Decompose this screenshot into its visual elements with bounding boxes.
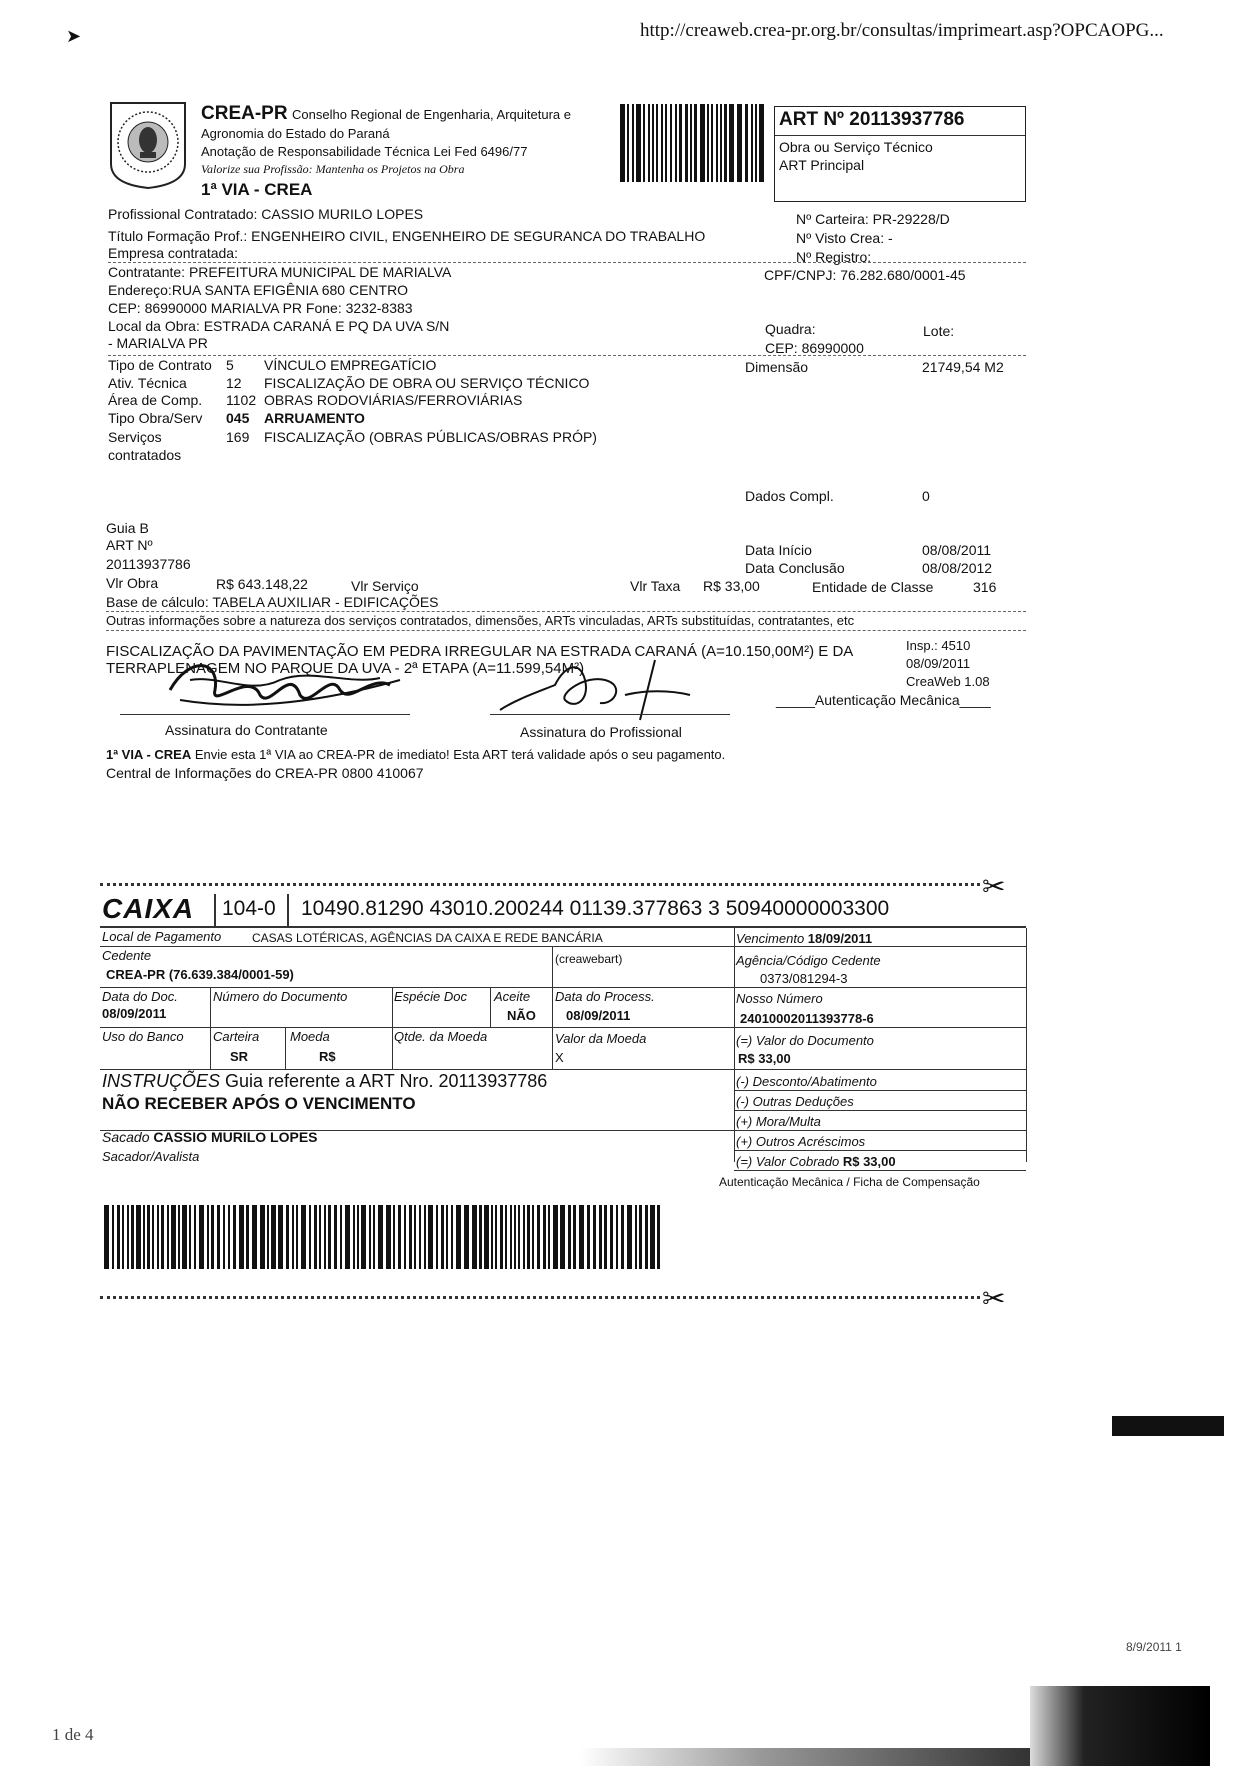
vlr-taxa-value: R$ 33,00 <box>703 578 760 594</box>
contratante-endereco: Endereço:RUA SANTA EFIGÊNIA 680 CENTRO <box>108 282 409 298</box>
agencia-value: 0373/081294-3 <box>760 971 848 986</box>
outras-line2: TERRAPLENAGEM NO PARQUE DA UVA - 2ª ETAPA (A=11.599,54M²) <box>106 660 585 677</box>
outros-acrescimos-label: (+) Outros Acréscimos <box>736 1134 866 1149</box>
autenticacao-mecanica-top: _____Autenticação Mecânica____ <box>776 692 991 708</box>
creaweb-version: CreaWeb 1.08 <box>906 674 990 689</box>
outras-deducoes-label: (-) Outras Deduções <box>736 1094 854 1109</box>
detail-label: Ativ. Técnica <box>108 375 187 391</box>
detail-label: Tipo Obra/Serv <box>108 410 203 426</box>
detail-code: 169 <box>226 429 250 445</box>
dimensao-value: 21749,54 M2 <box>922 359 1004 375</box>
insp-number: Insp.: 4510 <box>906 638 971 653</box>
detail-desc: ARRUAMENTO <box>264 410 365 426</box>
professional-title: Título Formação Prof.: ENGENHEIRO CIVIL, ENGENHEIRO DE SEGURANCA DO TRABALHO <box>108 228 706 244</box>
detail-desc: FISCALIZAÇÃO (OBRAS PÚBLICAS/OBRAS PRÓP) <box>264 429 597 445</box>
aceite-value: NÃO <box>507 1008 536 1023</box>
caixa-logo: CAIXA <box>102 893 195 924</box>
detail-label: Tipo de Contrato <box>108 357 212 373</box>
header-law: Anotação de Responsabilidade Técnica Lei Fed 6496/77 <box>201 144 528 159</box>
art-no-value: 20113937786 <box>106 556 191 572</box>
detail-label: Serviços <box>108 429 162 445</box>
data-process-value: 08/09/2011 <box>566 1008 631 1023</box>
scissors-icon: ✂ <box>982 871 1006 902</box>
art-no-label: ART Nº <box>106 537 153 553</box>
scissors-icon-bottom: ✂ <box>982 1283 1006 1314</box>
detail-desc: FISCALIZAÇÃO DE OBRA OU SERVIÇO TÉCNICO <box>264 375 590 391</box>
crea-seal-logo <box>108 100 188 190</box>
nosso-numero-value: 24010002011393778-6 <box>740 1011 874 1026</box>
detail-code: 12 <box>226 375 242 391</box>
bank-code: 104-0 <box>222 897 276 920</box>
data-doc-label: Data do Doc. <box>102 989 178 1004</box>
contratante-cpf: CPF/CNPJ: 76.282.680/0001-45 <box>764 267 966 283</box>
outras-line1: FISCALIZAÇÃO DA PAVIMENTAÇÃO EM PEDRA IRREGULAR NA ESTRADA CARANÁ (A=10.150,00M²) E DA <box>106 643 854 660</box>
vlr-obra-value: R$ 643.148,22 <box>216 576 308 592</box>
vlr-taxa-label: Vlr Taxa <box>630 578 681 594</box>
vencimento: Vencimento 18/09/2011 <box>736 931 873 946</box>
central-info: Central de Informações do CREA-PR 0800 410067 <box>106 765 424 781</box>
data-conclusao-value: 08/08/2012 <box>922 560 993 576</box>
scan-artifact-edge <box>580 1748 1030 1766</box>
page-stamp: 8/9/2011 1 <box>1126 1640 1182 1654</box>
cep-obra: CEP: 86990000 <box>765 340 864 356</box>
detail-code: 1102 <box>226 392 257 408</box>
contratante: Contratante: PREFEITURA MUNICIPAL DE MARIALVA <box>108 264 452 280</box>
data-doc-value: 08/09/2011 <box>102 1006 167 1021</box>
data-inicio-label: Data Início <box>745 542 812 558</box>
carteira-number: Nº Carteira: PR-29228/D <box>796 211 950 227</box>
nao-receber: NÃO RECEBER APÓS O VENCIMENTO <box>102 1094 416 1113</box>
entidade-value: 316 <box>973 579 997 595</box>
vlr-obra-label: Vlr Obra <box>106 575 159 591</box>
art-type-line2: ART Principal <box>779 157 865 173</box>
local-pagamento-label: Local de Pagamento <box>102 929 222 944</box>
nosso-numero-label: Nosso Número <box>736 991 823 1006</box>
header-org: CREA-PR Conselho Regional de Engenharia, Arquitetura e <box>201 103 571 124</box>
guia-b: Guia B <box>106 520 149 536</box>
art-number-box <box>774 106 1026 202</box>
valor-moeda-label: Valor da Moeda <box>555 1031 647 1046</box>
contratante-signature <box>160 650 410 720</box>
data-process-label: Data do Process. <box>555 989 655 1004</box>
detail-code: 045 <box>226 410 250 426</box>
insp-date: 08/09/2011 <box>906 656 971 671</box>
valor-documento-label: (=) Valor do Documento <box>736 1033 874 1048</box>
moeda-value: R$ <box>319 1049 336 1064</box>
header-via: 1ª VIA - CREA <box>201 180 313 199</box>
desconto-label: (-) Desconto/Abatimento <box>736 1074 877 1089</box>
professional-name: Profissional Contratado: CASSIO MURILO LOPES <box>108 206 424 222</box>
valor-cobrado: (=) Valor Cobrado R$ 33,00 <box>736 1154 896 1169</box>
base-calculo: Base de cálculo: TABELA AUXILIAR - EDIFICAÇÕES <box>106 594 439 610</box>
quadra: Quadra: <box>765 321 816 337</box>
header-org-state: Agronomia do Estado do Paraná <box>201 126 390 141</box>
lote: Lote: <box>923 323 955 339</box>
agencia-label: Agência/Código Cedente <box>736 953 881 968</box>
carteira-value: SR <box>230 1049 249 1064</box>
data-inicio-value: 08/08/2011 <box>922 542 992 558</box>
empresa-contratada: Empresa contratada: <box>108 245 238 261</box>
art-type-line1: Obra ou Serviço Técnico <box>779 139 933 155</box>
qtde-moeda-label: Qtde. da Moeda <box>394 1029 488 1044</box>
sacado: Sacado CASSIO MURILO LOPES <box>102 1129 318 1145</box>
contratante-cep-fone: CEP: 86990000 MARIALVA PR Fone: 3232-8383 <box>108 300 413 316</box>
local-obra: Local da Obra: ESTRADA CARANÁ E PQ DA UVA S/N <box>108 318 450 334</box>
top-barcode <box>618 104 770 182</box>
scan-artifact-bottom <box>1030 1686 1210 1766</box>
boleto-barcode <box>102 1205 662 1269</box>
vlr-servico-label: Vlr Serviço <box>351 578 419 594</box>
aceite-label: Aceite <box>494 989 531 1004</box>
detail-label: Área de Comp. <box>108 392 203 408</box>
art-number: ART Nº 20113937786 <box>779 109 965 130</box>
especie-doc-label: Espécie Doc <box>394 989 467 1004</box>
via-note: 1ª VIA - CREA Envie esta 1ª VIA ao CREA-PR de imediato! Esta ART terá validade após o seu pagamento. <box>106 747 726 762</box>
visto-crea: Nº Visto Crea: - <box>796 230 893 246</box>
moeda-label: Moeda <box>290 1029 330 1044</box>
valor-moeda-value: X <box>555 1050 564 1065</box>
contratante-signature-label: Assinatura do Contratante <box>165 722 328 738</box>
mora-multa-label: (+) Mora/Multa <box>736 1114 821 1129</box>
entidade-label: Entidade de Classe <box>812 579 934 595</box>
digitable-line: 10490.81290 43010.200244 01139.377863 3 50940000003300 <box>301 897 890 920</box>
cedente-value: CREA-PR (76.639.384/0001-59) <box>106 967 294 982</box>
print-url: http://creaweb.crea-pr.org.br/consultas/imprimeart.asp?OPCAOPG... <box>640 20 1164 41</box>
instrucoes: INSTRUÇÕES Guia referente a ART Nro. 20113937786 <box>102 1071 548 1091</box>
valor-documento-value: R$ 33,00 <box>738 1051 791 1066</box>
detail-desc: OBRAS RODOVIÁRIAS/FERROVIÁRIAS <box>264 392 523 408</box>
detail-code: 5 <box>226 357 234 373</box>
creawebart: (creawebart) <box>555 952 623 966</box>
numero-documento-label: Número do Documento <box>213 989 348 1004</box>
dimensao-label: Dimensão <box>745 359 809 375</box>
cedente-label: Cedente <box>102 948 152 963</box>
dados-compl-value: 0 <box>922 488 930 504</box>
header-slogan: Valorize sua Profissão: Mantenha os Projetos na Obra <box>201 162 465 176</box>
ficha-compensacao: Autenticação Mecânica / Ficha de Compensação <box>719 1175 980 1189</box>
scan-artifact <box>1112 1416 1224 1436</box>
uso-banco-label: Uso do Banco <box>102 1029 184 1044</box>
page-number: 1 de 4 <box>52 1725 94 1744</box>
outras-header: Outras informações sobre a natureza dos serviços contratados, dimensões, ARTs vinculadas, ARTs substituídas, contratantes, etc <box>106 613 855 628</box>
carteira-label: Carteira <box>213 1029 260 1044</box>
data-conclusao-label: Data Conclusão <box>745 560 845 576</box>
profissional-signature-label: Assinatura do Profissional <box>520 724 682 740</box>
scan-mark: ➤ <box>66 26 82 46</box>
local-pagamento: CASAS LOTÉRICAS, AGÊNCIAS DA CAIXA E REDE BANCÁRIA <box>252 931 603 945</box>
servicos-contratados-label: contratados <box>108 447 182 463</box>
local-obra-city: - MARIALVA PR <box>108 335 208 351</box>
detail-desc: VÍNCULO EMPREGATÍCIO <box>264 357 437 373</box>
sacador-label: Sacador/Avalista <box>102 1149 200 1164</box>
registro-number: Nº Registro: <box>796 249 872 265</box>
dados-compl-label: Dados Compl. <box>745 488 834 504</box>
